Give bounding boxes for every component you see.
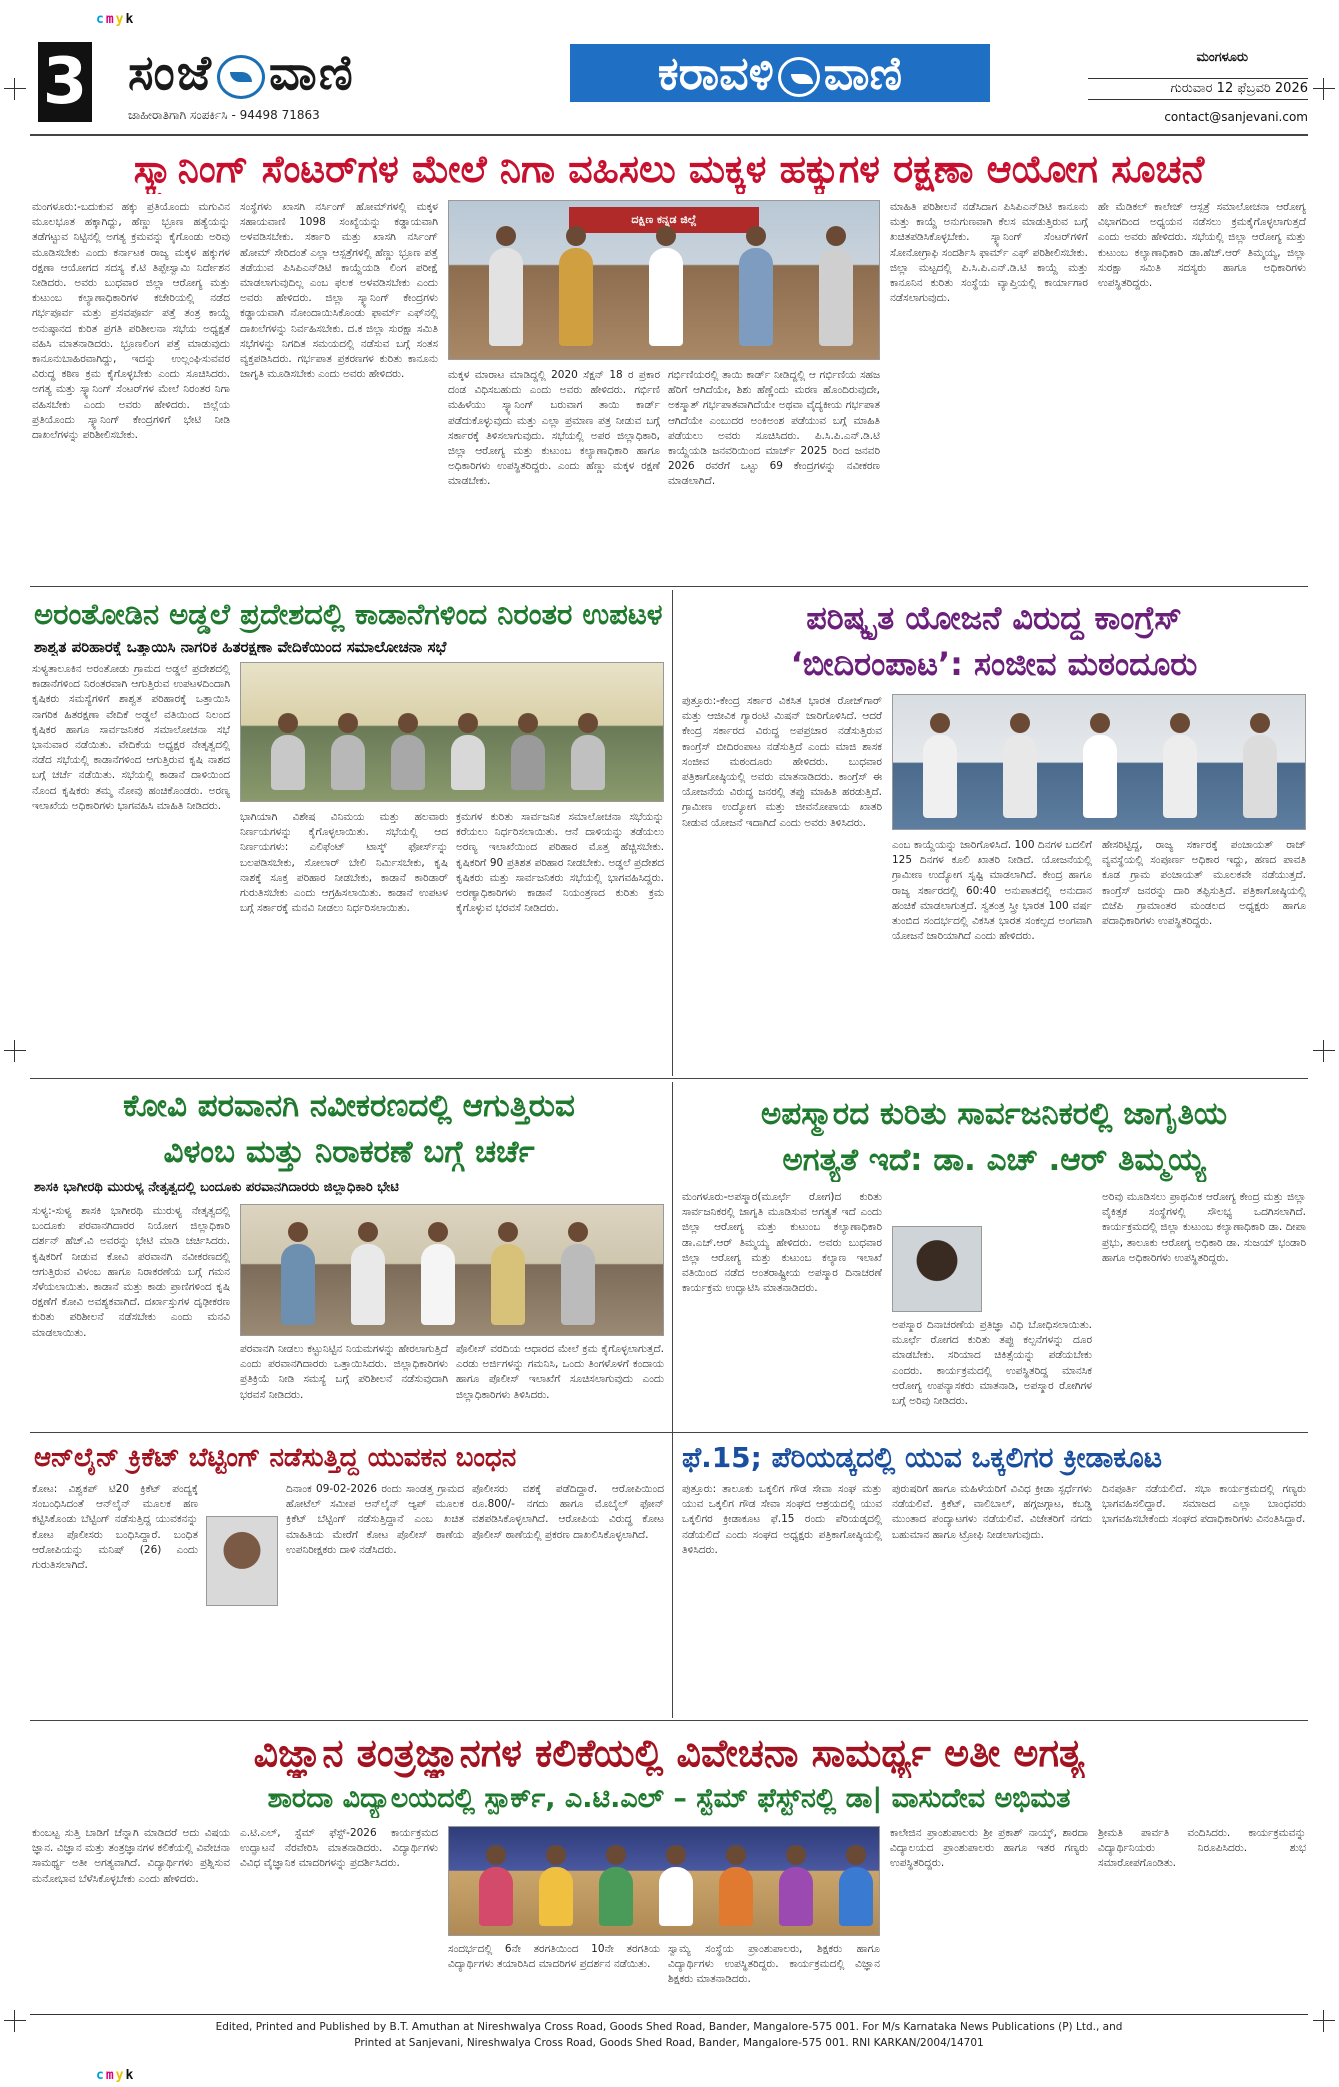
imprint-line: Edited, Printed and Published by B.T. Amuthan at Nireshwalya Cross Road, Goods Shed Road, Bander, Mangalore-575 001. For M/s Karnataka News Publications (P) Ltd., and	[215, 2021, 1123, 2033]
article-column: ಕುಂಬಟ್ಟ ಸುತ್ತಿ ಬಾಡಿಗೆ ಚೆನ್ನಾಗಿ ಮಾಡಿದರೆ ಅದು ವಿಷಯ ಜ್ಞಾನ. ವಿಜ್ಞಾನ ಮತ್ತು ತಂತ್ರಜ್ಞಾನಗಳ ಕಲಿಕೆಯಲ್ಲಿ ವಿವೇಚನಾ ಸಾಮರ್ಥ್ಯ ಅತೀ ಅಗತ್ಯವಾಗಿದೆ. ವಿದ್ಯಾರ್ಥಿಗಳು ಪ್ರಶ್ನಿಸುವ ಮನೋಭಾವ ಬೆಳೆಸಿಕೊಳ್ಳಬೇಕು ಎಂದು ಹೇಳಿದರು.	[32, 1827, 230, 1885]
article-column: ಸುಳ್ಯ:-ಸುಳ್ಯ ಶಾಸಕಿ ಭಾಗೀರಥಿ ಮುರುಳ್ಯ ನೇತೃತ್ವದಲ್ಲಿ ಬಂದೂಕು ಪರವಾನಗಿದಾರರ ನಿಯೋಗ ಜಿಲ್ಲಾಧಿಕಾರಿ ದರ್ಶನ್ ಹೆಚ್.ವಿ ಅವರನ್ನು ಭೇಟಿ ಮಾಡಿ ಚರ್ಚಿಸಿದರು. ಕೃಷಿಕರಿಗೆ ನೀಡುವ ಕೋವಿ ಪರವಾನಗಿ ನವೀಕರಣದಲ್ಲಿ ಆಗುತ್ತಿರುವ ವಿಳಂಬ ಹಾಗೂ ನಿರಾಕರಣೆಯ ಬಗ್ಗೆ ಗಮನ ಸೆಳೆಯಲಾಯಿತು. ಕಾಡಾನೆ ಮತ್ತು ಕಾಡು ಪ್ರಾಣಿಗಳಿಂದ ಕೃಷಿ ರಕ್ಷಣೆಗೆ ಕೋವಿ ಅವಶ್ಯಕವಾಗಿದೆ. ದರ್ಖಾಸ್ತುಗಳ ದೃಢೀಕರಣ ಕುರಿತು ಪರಿಶೀಲನೆ ನಡೆಸಬೇಕು ಎಂದು ಮನವಿ ಮಾಡಲಾಯಿತು.	[32, 1205, 230, 1339]
headline-wild-elephants: ಅರಂತೋಡಿನ ಅಡ್ಡಲೆ ಪ್ರದೇಶದಲ್ಲಿ ಕಾಡಾನೆಗಳಿಂದ ನಿರಂತರ ಉಪಟಳ	[34, 597, 663, 631]
article-column: ಭಾಗಿಯಾಗಿ ವಿಶೇಷ ವಿನಿಮಯ ಮತ್ತು ಹಲವಾರು ನಿರ್ಣಯಗಳನ್ನು ಕೈಗೊಳ್ಳಲಾಯಿತು. ಸಭೆಯಲ್ಲಿ ಆದ ನಿರ್ಣಯಗಳು: ಎಲಿಫೆಂಟ್ ಟಾಸ್ಕ್ ಫೋರ್ಸ್‌ನ್ನು ಬಲಪಡಿಸಬೇಕು, ಸೋಲಾರ್ ಬೇಲಿ ನಿರ್ಮಿಸಬೇಕು, ಕೃಷಿ ನಾಶಕ್ಕೆ ಸೂಕ್ತ ಪರಿಹಾರ ನೀಡಬೇಕು, ಕಾಡಾನೆ ಕಾರಿಡಾರ್ ಗುರುತಿಸಬೇಕು ಎಂದು ಆಗ್ರಹಿಸಲಾಯಿತು. ಕಾಡಾನೆ ಉಪಟಳ ಬಗ್ಗೆ ಸರ್ಕಾರಕ್ಕೆ ಮನವಿ ನೀಡಲು ನಿರ್ಧರಿಸಲಾಯಿತು.	[240, 811, 448, 915]
headline-sports-meet: ಫೆ.15; ಪೆರಿಯಡ್ಕದಲ್ಲಿ ಯುವ ಒಕ್ಕಲಿಗರ ಕ್ರೀಡಾಕೂಟ	[682, 1441, 1163, 1474]
photo-accused	[206, 1516, 278, 1606]
newspaper-page	[30, 30, 1308, 2060]
ad-contact-line: ಜಾಹೀರಾತಿಗಾಗಿ ಸಂಪರ್ಕಿಸಿ - 94498 71863	[128, 108, 320, 122]
headline-congress-protest-line2: ‘ಬೀದಿರಂಪಾಟ’: ಸಂಜೀವ ಮಠಂದೂರು	[790, 645, 1198, 683]
registration-mark	[1313, 2010, 1335, 2032]
article-column: ಸ್ವಾಮ್ಯ ಸಂಸ್ಥೆಯ ಪ್ರಾಂಶುಪಾಲರು, ಶಿಕ್ಷಕರು ಹಾಗೂ ವಿದ್ಯಾರ್ಥಿಗಳು ಉಪಸ್ಥಿತರಿದ್ದರು. ಕಾರ್ಯಕ್ರಮದಲ್ಲಿ ವಿಜ್ಞಾನ ಶಿಕ್ಷಕರು ಮಾತನಾಡಿದರು.	[668, 1943, 880, 1986]
subheadline: ಶಾಶ್ವತ ಪರಿಹಾರಕ್ಕೆ ಒತ್ತಾಯಿಸಿ ನಾಗರಿಕ ಹಿತರಕ್ಷಣಾ ವೇದಿಕೆಯಿಂದ ಸಮಾಲೋಚನಾ ಸಭೆ	[34, 638, 447, 656]
article-column: ಪುತ್ತೂರು: ತಾಲೂಕು ಒಕ್ಕಲಿಗ ಗೌಡ ಸೇವಾ ಸಂಘ ಮತ್ತು ಯುವ ಒಕ್ಕಲಿಗ ಗೌಡ ಸೇವಾ ಸಂಘದ ಆಶ್ರಯದಲ್ಲಿ ಯುವ ಒಕ್ಕಲಿಗರ ಕ್ರೀಡಾಕೂಟ ಫೆ.15 ರಂದು ಪೆರಿಯಡ್ಕದಲ್ಲಿ ನಡೆಯಲಿದೆ ಎಂದು ಸಂಘದ ಅಧ್ಯಕ್ಷರು ಪತ್ರಿಕಾಗೋಷ್ಠಿಯಲ್ಲಿ ತಿಳಿಸಿದರು.	[682, 1483, 882, 1556]
article-column: ಮಕ್ಕಳ ಮಾರಾಟ ಮಾಡಿದ್ದಲ್ಲಿ 2020 ಸೆಕ್ಷನ್ 18 ರ ಪ್ರಕಾರ ದಂಡ ವಿಧಿಸಬಹುದು ಎಂದು ಅವರು ಹೇಳಿದರು. ಗರ್ಭಿಣಿ ಮಹಿಳೆಯು ಸ್ಕ್ಯಾನಿಂಗ್ ಬರುವಾಗ ತಾಯಿ ಕಾರ್ಡ್ ಪಡೆದುಕೊಳ್ಳುವುದು ಮತ್ತು ಎಲ್ಲಾ ಪ್ರಮಾಣ ಪತ್ರ ನೀಡುವ ಬಗ್ಗೆ ಸರ್ಕಾರಕ್ಕೆ ತಿಳಿಸಲಾಗುವುದು. ಸಭೆಯಲ್ಲಿ ಅಪರ ಜಿಲ್ಲಾಧಿಕಾರಿ, ಜಿಲ್ಲಾ ಆರೋಗ್ಯ ಮತ್ತು ಕುಟುಂಬ ಕಲ್ಯಾಣಾಧಿಕಾರಿ ಹಾಗೂ ಅಧಿಕಾರಿಗಳು ಉಪಸ್ಥಿತರಿದ್ದರು. ಎಂದು ಹೆಣ್ಣು ಮಕ್ಕಳ ರಕ್ಷಣೆ ಮಾಡಬೇಕು.	[448, 369, 660, 488]
article-column: ಪರವಾನಗಿ ನೀಡಲು ಕಟ್ಟುನಿಟ್ಟಿನ ನಿಯಮಗಳನ್ನು ಹೇರಲಾಗುತ್ತಿದೆ ಎಂದು ಪರವಾನಗಿದಾರರು ಒತ್ತಾಯಿಸಿದರು. ಜಿಲ್ಲಾಧಿಕಾರಿಗಳು ಪ್ರತಿಕ್ರಿಯೆ ನೀಡಿ ಸಮಸ್ಯೆ ಬಗ್ಗೆ ಪರಿಶೀಲನೆ ನಡೆಸುವುದಾಗಿ ಭರವಸೆ ನೀಡಿದರು.	[240, 1343, 448, 1401]
headline-science-education: ವಿಜ್ಞಾನ ತಂತ್ರಜ್ಞಾನಗಳ ಕಲಿಕೆಯಲ್ಲಿ ವಿವೇಚನಾ ಸಾಮರ್ಥ್ಯ ಅತೀ ಅಗತ್ಯ	[253, 1731, 1085, 1775]
article-column: ಕ್ರಮಗಳ ಕುರಿತು ಸಾರ್ವಜನಿಕ ಸಮಾಲೋಚನಾ ಸಭೆಯನ್ನು ಕರೆಯಲು ನಿರ್ಧರಿಸಲಾಯಿತು. ಆನೆ ದಾಳಿಯನ್ನು ತಡೆಯಲು ಅರಣ್ಯ ಇಲಾಖೆಯಿಂದ ಪರಿಹಾರ ಮೊತ್ತ ಹೆಚ್ಚಿಸಬೇಕು. ಕೃಷಿಕರಿಗೆ 90 ಪ್ರತಿಶತ ಪರಿಹಾರ ನೀಡಬೇಕು. ಅಡ್ಡಲೆ ಪ್ರದೇಶದ ಕೃಷಿಕರು ಮತ್ತು ಸಾರ್ವಜನಿಕರು ಸಭೆಯಲ್ಲಿ ಭಾಗವಹಿಸಿದ್ದರು. ಅರಣ್ಯಾಧಿಕಾರಿಗಳು ಕಾಡಾನೆ ನಿಯಂತ್ರಣದ ಕುರಿತು ಕ್ರಮ ಕೈಗೊಳ್ಳುವ ಭರವಸೆ ನೀಡಿದರು.	[456, 811, 664, 915]
headline-congress-protest: ಪರಿಷ್ಕೃತ ಯೋಜನೆ ವಿರುದ್ಧ ಕಾಂಗ್ರೆಸ್	[806, 599, 1182, 637]
dove-emblem-icon	[217, 55, 265, 99]
article-column: ಕೋಟ: ವಿಶ್ವಕಪ್ ಟಿ20 ಕ್ರಿಕೆಟ್ ಪಂದ್ಯಕ್ಕೆ ಸಂಬಂಧಿಸಿದಂತೆ ಆನ್‌ಲೈನ್ ಮೂಲಕ ಹಣ ಕಟ್ಟಿಸಿಕೊಂಡು ಬೆಟ್ಟಿಂಗ್ ನಡೆಸುತ್ತಿದ್ದ ಯುವಕನನ್ನು ಕೋಟ ಪೊಲೀಸರು ಬಂಧಿಸಿದ್ದಾರೆ. ಬಂಧಿತ ಆರೋಪಿಯನ್ನು ಮನಿಷ್ (26) ಎಂದು ಗುರುತಿಸಲಾಗಿದೆ.	[32, 1483, 198, 1572]
headline-cricket-betting: ಆನ್‌ಲೈನ್ ಕ್ರಿಕೆಟ್ ಬೆಟ್ಟಿಂಗ್ ನಡೆಸುತ್ತಿದ್ದ ಯುವಕನ ಬಂಧನ	[34, 1443, 517, 1473]
photo-public-meeting	[240, 662, 664, 802]
article-column: ಕಾಲೇಜಿನ ಪ್ರಾಂಶುಪಾಲರು ಶ್ರೀ ಪ್ರಕಾಶ್ ನಾಯ್ಕ್, ಶಾರದಾ ವಿದ್ಯಾಲಯದ ಪ್ರಾಂಶುಪಾಲರು ಹಾಗೂ ಇತರ ಗಣ್ಯರು ಉಪಸ್ಥಿತರಿದ್ದರು.	[890, 1827, 1088, 1870]
article-column: ಪೊಲೀಸರು ವಶಕ್ಕೆ ಪಡೆದಿದ್ದಾರೆ. ಆರೋಪಿಯಿಂದ ರೂ.800/- ನಗದು ಹಾಗೂ ಮೊಬೈಲ್ ಫೋನ್ ವಶಪಡಿಸಿಕೊಳ್ಳಲಾಗಿದೆ. ಆರೋಪಿಯ ವಿರುದ್ಧ ಕೋಟ ಪೊಲೀಸ್ ಠಾಣೆಯಲ್ಲಿ ಪ್ರಕರಣ ದಾಖಲಿಸಿಕೊಳ್ಳಲಾಗಿದೆ.	[472, 1483, 664, 1541]
edition-date: ಗುರುವಾರ 12 ಫೆಬ್ರವರಿ 2026	[1088, 78, 1308, 100]
article-column: ಎಂಬ ಕಾಯ್ದೆಯನ್ನು ಜಾರಿಗೊಳಿಸಿದೆ. 100 ದಿನಗಳ ಬದಲಿಗೆ 125 ದಿನಗಳ ಕೂಲಿ ಖಾತರಿ ನೀಡಿದೆ. ಯೋಜನೆಯಲ್ಲಿ ಗ್ರಾಮೀಣ ಉದ್ಯೋಗ ಸೃಷ್ಟಿ ಮಾಡಲಾಗಿದೆ. ಕೇಂದ್ರ ಹಾಗೂ ರಾಜ್ಯ ಸರ್ಕಾರದಲ್ಲಿ 60:40 ಅನುಪಾತದಲ್ಲಿ ಅನುದಾನ ಹಂಚಿಕೆ ಮಾಡಲಾಗುತ್ತದೆ. ಸ್ವತಂತ್ರ ಸ್ತ್ರೀ ಭಾರತ 100 ವರ್ಷ ತುಂಬಿದ ಸಂದರ್ಭದಲ್ಲಿ ವಿಕಸಿತ ಭಾರತ ಸಂಕಲ್ಪದ ಅಂಗವಾಗಿ ಯೋಜನೆ ಜಾರಿಯಾಗಿದೆ ಎಂದು ಹೇಳಿದರು.	[892, 839, 1092, 943]
article-column: ಮಂಗಳೂರು:-ಬದುಕುವ ಹಕ್ಕು ಪ್ರತಿಯೊಂದು ಮಗುವಿನ ಮೂಲಭೂತ ಹಕ್ಕಾಗಿದ್ದು, ಹೆಣ್ಣು ಭ್ರೂಣ ಹತ್ಯೆಯನ್ನು ತಡೆಗಟ್ಟುವ ನಿಟ್ಟಿನಲ್ಲಿ ಅಗತ್ಯ ಕ್ರಮವನ್ನು ಕೈಗೊಂಡು ಅರಿವು ಮೂಡಿಸಬೇಕು ಎಂದು ಕರ್ನಾಟಕ ರಾಜ್ಯ ಮಕ್ಕಳ ಹಕ್ಕುಗಳ ರಕ್ಷಣಾ ಆಯೋಗದ ಸದಸ್ಯ ಕೆ.ಟಿ ತಿಪ್ಪೇಸ್ವಾಮಿ ನಿರ್ದೇಶನ ನೀಡಿದರು. ಅವರು ಬುಧವಾರ ಜಿಲ್ಲಾ ಆರೋಗ್ಯ ಮತ್ತು ಕುಟುಂಬ ಕಲ್ಯಾಣಾಧಿಕಾರಿಗಳ ಕಚೇರಿಯಲ್ಲಿ ನಡೆದ ಗರ್ಭಪೂರ್ವ ಮತ್ತು ಪ್ರಸವಪೂರ್ವ ಪತ್ತೆ ತಂತ್ರ ಕಾಯ್ದೆ ಅನುಷ್ಠಾನದ ಕುರಿತ ಪ್ರಗತಿ ಪರಿಶೀಲನಾ ಸಭೆಯ ಅಧ್ಯಕ್ಷತೆ ವಹಿಸಿ ಮಾತನಾಡಿದರು. ಭ್ರೂಣಲಿಂಗ ಪತ್ತೆ ಮಾಡುವುದು ಕಾನೂನುಬಾಹಿರವಾಗಿದ್ದು, ಇದನ್ನು ಉಲ್ಲಂಘಿಸುವವರ ವಿರುದ್ಧ ಕಠಿಣ ಕ್ರಮ ಕೈಗೊಳ್ಳಬೇಕು ಎಂದು ಸೂಚಿಸಿದರು. ಅಗತ್ಯ ಮತ್ತು ಸ್ಕ್ಯಾನಿಂಗ್ ಸೆಂಟರ್‌ಗಳ ಮೇಲೆ ನಿರಂತರ ನಿಗಾ ವಹಿಸಬೇಕು ಎಂದು ಅವರು ಹೇಳಿದರು. ಜಿಲ್ಲೆಯ ಪ್ರತಿಯೊಂದು ಸ್ಕ್ಯಾನಿಂಗ್ ಕೇಂದ್ರಗಳಿಗೆ ಭೇಟಿ ನೀಡಿ ದಾಖಲೆಗಳನ್ನು ಪರಿಶೀಲಿಸಬೇಕು.	[32, 201, 230, 442]
cmyk-strip-top: cmyk	[96, 12, 136, 27]
dove-emblem-icon	[778, 57, 820, 97]
edition-city: ಮಂಗಳೂರು	[1196, 50, 1248, 65]
headline-gun-licence-line2: ವಿಳಂಬ ಮತ್ತು ನಿರಾಕರಣೆ ಬಗ್ಗೆ ಚರ್ಚೆ	[163, 1134, 535, 1170]
article-column: ಮಂಗಳೂರು-ಅಪಸ್ಮಾರ(ಮೂರ್ಛೆ ರೋಗ)ದ ಕುರಿತು ಸಾರ್ವಜನಿಕರಲ್ಲಿ ಜಾಗೃತಿ ಮೂಡಿಸುವ ಅಗತ್ಯತೆ ಇದೆ ಎಂದು ಜಿಲ್ಲಾ ಆರೋಗ್ಯ ಮತ್ತು ಕುಟುಂಬ ಕಲ್ಯಾಣಾಧಿಕಾರಿ ಡಾ.ಎಚ್.ಆರ್ ತಿಮ್ಮಯ್ಯ ಹೇಳಿದರು. ಅವರು ಬುಧವಾರ ಜಿಲ್ಲಾ ಆರೋಗ್ಯ ಮತ್ತು ಕುಟುಂಬ ಕಲ್ಯಾಣ ಇಲಾಖೆ ವತಿಯಿಂದ ನಡೆದ ಅಂತರಾಷ್ಟ್ರೀಯ ಅಪಸ್ಮಾರ ದಿನಾಚರಣೆ ಕಾರ್ಯಕ್ರಮ ಉದ್ಘಾಟಿಸಿ ಮಾತನಾಡಿದರು.	[682, 1191, 882, 1295]
imprint-line: Printed at Sanjevani, Nireshwalya Cross Road, Goods Shed Road, Bander, Mangalore-575 001. RNI KARKAN/2004/14701	[354, 2037, 984, 2049]
article-column: ಮಾಹಿತಿ ಪರಿಶೀಲನೆ ನಡೆಸಿದಾಗ ಪಿಸಿಪಿಎನ್‌ಡಿಟಿ ಕಾನೂನು ಮತ್ತು ಕಾಯ್ದೆ ಅನುಗುಣವಾಗಿ ಕೆಲಸ ಮಾಡುತ್ತಿರುವ ಬಗ್ಗೆ ಖಚಿತಪಡಿಸಿಕೊಳ್ಳಬೇಕು. ಸ್ಕ್ಯಾನಿಂಗ್ ಸೆಂಟರ್‌ಗಳಿಗೆ ಸೋನೋಗ್ರಾಫಿ ಸಂದರ್ಶಿಸಿ ಫಾರ್ಮ್ ಎಫ್ ಪರಿಶೀಲಿಸಬೇಕು. ಜಿಲ್ಲಾ ಮಟ್ಟದಲ್ಲಿ ಪಿ.ಸಿ.ಪಿ.ಎನ್.ಡಿ.ಟಿ ಕಾಯ್ದೆ ಮತ್ತು ಕಾನೂನಿನ ಕುರಿತು ಸಂಸ್ಥೆಯ ವ್ಯಾಪ್ತಿಯಲ್ಲಿ ಕಾರ್ಯಾಗಾರ ನಡೆಸಲಾಗುವುದು.	[890, 201, 1088, 305]
registration-mark	[1313, 1040, 1335, 1062]
photo-press-meet	[892, 694, 1306, 830]
sanjevani-logo: ಸಂಜೆ ವಾಣಿ	[128, 45, 355, 101]
article-column: ಪುರುಷರಿಗೆ ಹಾಗೂ ಮಹಿಳೆಯರಿಗೆ ವಿವಿಧ ಕ್ರೀಡಾ ಸ್ಪರ್ಧೆಗಳು ನಡೆಯಲಿವೆ. ಕ್ರಿಕೆಟ್, ವಾಲಿಬಾಲ್, ಹಗ್ಗಜಗ್ಗಾಟ, ಕಬಡ್ಡಿ ಮುಂತಾದ ಪಂದ್ಯಾಟಗಳು ನಡೆಯಲಿವೆ. ವಿಜೇತರಿಗೆ ನಗದು ಬಹುಮಾನ ಹಾಗೂ ಟ್ರೋಫಿ ನೀಡಲಾಗುವುದು.	[892, 1483, 1092, 1541]
article-column: ಎ.ಟಿ.ಎಲ್, ಸ್ಟೆಮ್ ಫೆಸ್ಟ್-2026 ಕಾರ್ಯಕ್ರಮದ ಉದ್ಘಾಟನೆ ನೆರವೇರಿಸಿ ಮಾತನಾಡಿದರು. ವಿದ್ಯಾರ್ಥಿಗಳು ವಿವಿಧ ವೈಜ್ಞಾನಿಕ ಮಾದರಿಗಳನ್ನು ಪ್ರದರ್ಶಿಸಿದರು.	[240, 1827, 438, 1870]
photo-banner: ದಕ್ಷಿಣ ಕನ್ನಡ ಜಿಲ್ಲೆ	[569, 207, 758, 233]
divider	[30, 586, 1308, 587]
headline-epilepsy-awareness-line2: ಅಗತ್ಯತೆ ಇದೆ: ಡಾ. ಎಚ್ .ಆರ್ ತಿಮ್ಮಯ್ಯ	[782, 1142, 1206, 1178]
photo-dc-meeting	[240, 1204, 664, 1336]
registration-mark	[1313, 78, 1335, 100]
article-column: ಶ್ರೀಮತಿ ಪಾರ್ವತಿ ವಂದಿಸಿದರು. ಕಾರ್ಯಕ್ರಮವನ್ನು ವಿದ್ಯಾರ್ಥಿನಿಯರು ನಿರೂಪಿಸಿದರು. ಶುಭ ಸಮಾರೋಪಗೊಂಡಿತು.	[1098, 1827, 1306, 1870]
divider	[30, 134, 1308, 136]
photo-stem-fest-stage	[448, 1826, 880, 1936]
imprint-footer	[30, 2014, 1308, 2051]
subheadline: ಶಾಸಕಿ ಭಾಗೀರಥಿ ಮುರುಳ್ಯ ನೇತೃತ್ವದಲ್ಲಿ ಬಂದೂಕು ಪರವಾನಗಿದಾರರು ಜಿಲ್ಲಾಧಿಕಾರಿ ಭೇಟಿ	[34, 1180, 399, 1195]
article-column: ದಿನಪೂರ್ತಿ ನಡೆಯಲಿದೆ. ಸಭಾ ಕಾರ್ಯಕ್ರಮದಲ್ಲಿ ಗಣ್ಯರು ಭಾಗವಹಿಸಲಿದ್ದಾರೆ. ಸಮಾಜದ ಎಲ್ಲಾ ಬಾಂಧವರು ಭಾಗವಹಿಸಬೇಕೆಂದು ಸಂಘದ ಪದಾಧಿಕಾರಿಗಳು ವಿನಂತಿಸಿದ್ದಾರೆ.	[1102, 1483, 1306, 1526]
masthead	[30, 36, 1308, 128]
page-number: 3	[38, 42, 92, 122]
divider	[30, 1432, 1308, 1433]
column-divider	[672, 590, 673, 1076]
divider	[30, 1078, 1308, 1079]
column-divider	[672, 1082, 673, 1718]
article-column: ಸಂದರ್ಭದಲ್ಲಿ 6ನೇ ತರಗತಿಯಿಂದ 10ನೇ ತರಗತಿಯ ವಿದ್ಯಾರ್ಥಿಗಳು ತಯಾರಿಸಿದ ಮಾದರಿಗಳ ಪ್ರದರ್ಶನ ನಡೆಯಿತು.	[448, 1943, 660, 1971]
photo-review-meeting	[448, 200, 880, 360]
registration-mark	[4, 2010, 26, 2032]
article-column: ಅಪಸ್ಮಾರ ದಿನಾಚರಣೆಯ ಪ್ರತಿಜ್ಞಾ ವಿಧಿ ಬೋಧಿಸಲಾಯಿತು. ಮೂರ್ಛೆ ರೋಗದ ಕುರಿತು ತಪ್ಪು ಕಲ್ಪನೆಗಳನ್ನು ದೂರ ಮಾಡಬೇಕು. ಸರಿಯಾದ ಚಿಕಿತ್ಸೆಯನ್ನು ಪಡೆಯಬೇಕು ಎಂದರು. ಕಾರ್ಯಕ್ರಮದಲ್ಲಿ ಉಪಸ್ಥಿತರಿದ್ದ ಮಾನಸಿಕ ಆರೋಗ್ಯ ಉಪನ್ಯಾಸಕರು ಮಾತನಾಡಿ, ಅಪಸ್ಮಾರ ರೋಗಿಗಳ ಬಗ್ಗೆ ಅರಿವು ನೀಡಿದರು.	[892, 1319, 1092, 1408]
article-column: ಅರಿವು ಮೂಡಿಸಲು ಪ್ರಾಥಮಿಕ ಆರೋಗ್ಯ ಕೇಂದ್ರ ಮತ್ತು ಜಿಲ್ಲಾ ವೈಕಿತ್ಸಕ ಸಂಸ್ಥೆಗಳಲ್ಲಿ ಸೌಲಭ್ಯ ಒದಗಿಸಲಾಗಿದೆ. ಕಾರ್ಯಕ್ರಮದಲ್ಲಿ ಜಿಲ್ಲಾ ಕುಟುಂಬ ಕಲ್ಯಾಣಾಧಿಕಾರಿ ಡಾ. ದೀಪಾ ಪ್ರಭು, ತಾಲೂಕು ಆರೋಗ್ಯ ಅಧಿಕಾರಿ ಡಾ. ಸುಜಯ್ ಭಂಡಾರಿ ಹಾಗೂ ಅಧಿಕಾರಿಗಳು ಉಪಸ್ಥಿತರಿದ್ದರು.	[1102, 1191, 1306, 1264]
headline-gun-licence: ಕೋವಿ ಪರವಾನಗಿ ನವೀಕರಣದಲ್ಲಿ ಆಗುತ್ತಿರುವ	[123, 1088, 575, 1124]
headline-scanning-centres: ಸ್ಕ್ಯಾನಿಂಗ್ ಸೆಂಟರ್‌ಗಳ ಮೇಲೆ ನಿಗಾ ವಹಿಸಲು ಮಕ್ಕಳ ಹಕ್ಕುಗಳ ರಕ್ಷಣಾ ಆಯೋಗ ಸೂಚನೆ	[133, 147, 1205, 191]
subheadline-stem-fest: ಶಾರದಾ ವಿದ್ಯಾಲಯದಲ್ಲಿ ಸ್ಪಾರ್ಕ್, ಎ.ಟಿ.ಎಲ್ – ಸ್ಟೆಮ್ ಫೆಸ್ಟ್‌ನಲ್ಲಿ ಡಾ| ವಾಸುದೇವ ಅಭಿಮತ	[267, 1783, 1071, 1814]
article-column: ಸುಳ್ಯತಾಲೂಕಿನ ಅರಂತೋಡು ಗ್ರಾಮದ ಅಡ್ಡಲೆ ಪ್ರದೇಶದಲ್ಲಿ ಕಾಡಾನೆಗಳಿಂದ ನಿರಂತರವಾಗಿ ಆಗುತ್ತಿರುವ ಉಪಟಳದಿಂದಾಗಿ ಕೃಷಿಕರು ಸಮಸ್ಯೆಗಳಿಗೆ ಶಾಶ್ವತ ಪರಿಹಾರಕ್ಕೆ ಒತ್ತಾಯಿಸಿ ನಾಗರಿಕ ಹಿತರಕ್ಷಣಾ ವೇದಿಕೆ ಅಡ್ಡಲೆ ವತಿಯಿಂದ ನಿಲಂದ ಕೃಷಿಕರ ಹಾಗೂ ಸಾರ್ವಜನಿಕರ ಸಮಾಲೋಚನಾ ಸಭೆ ಭಾನುವಾರ ನಡೆಯಿತು. ವೇದಿಕೆಯ ಅಧ್ಯಕ್ಷರ ನೇತೃತ್ವದಲ್ಲಿ ನಡೆದ ಸಭೆಯಲ್ಲಿ ಕಾಡಾನೆಗಳಿಂದ ಆಗುತ್ತಿರುವ ಕೃಷಿ ನಾಶದ ಬಗ್ಗೆ ಚರ್ಚೆ ನಡೆಯಿತು. ಸಭೆಯಲ್ಲಿ ಕಾಡಾನೆ ದಾಳಿಯಿಂದ ನೊಂದ ಕೃಷಿಕರು ತಮ್ಮ ನೋವು ಹಂಚಿಕೊಂಡರು. ಅರಣ್ಯ ಇಲಾಖೆಯ ಅಧಿಕಾರಿಗಳು ಭಾಗವಹಿಸಿ ಮಾಹಿತಿ ನೀಡಿದರು.	[32, 663, 230, 812]
article-column: ಗರ್ಭಿಣಿಯರಲ್ಲಿ ತಾಯಿ ಕಾರ್ಡ್ ನೀಡಿದ್ದಲ್ಲಿ ಆ ಗರ್ಭಿಣಿಯ ಸಹಜ ಹೆರಿಗೆ ಆಗಿದೆಯೇ, ಶಿಶು ಹೆಣ್ಣೆಂದು ಮರಣ ಹೊಂದಿರುವುದೇ, ಅಕಸ್ಮಾತ್ ಗರ್ಭಪಾತವಾಗಿದೆಯೇ ಅಥವಾ ವೈದ್ಯಕೀಯ ಗರ್ಭಪಾತ ಆಗಿದೆಯೇ ಎಂಬುದರ ಅಂಕಿಅಂಶ ಪಡೆಯುವ ಬಗ್ಗೆ ಮಾಹಿತಿ ಪಡೆಯಲು ಅವರು ಸೂಚಿಸಿದರು. ಪಿ.ಸಿ.ಪಿ.ಎನ್.ಡಿ.ಟಿ ಕಾಯ್ದೆಯಡಿ ಜನವರಿಯಿಂದ ಮಾರ್ಚ್ 2025 ರಿಂದ ಜನವರಿ 2026 ರವರೆಗೆ ಒಟ್ಟು 69 ಕೇಂದ್ರಗಳನ್ನು ನವೀಕರಣ ಮಾಡಲಾಗಿದೆ.	[668, 369, 880, 488]
article-column: ದಿನಾಂಕ 09-02-2026 ರಂದು ಸಾಂಡತ್ತ ಗ್ರಾಮದ ಹೋಟೆಲ್ ಸಮೀಪ ಆನ್‌ಲೈನ್ ಆ್ಯಪ್ ಮೂಲಕ ಕ್ರಿಕೆಟ್ ಬೆಟ್ಟಿಂಗ್ ನಡೆಸುತ್ತಿದ್ದಾನೆ ಎಂಬ ಖಚಿತ ಮಾಹಿತಿಯ ಮೇರೆಗೆ ಕೋಟ ಪೊಲೀಸ್ ಠಾಣೆಯ ಉಪನಿರೀಕ್ಷಕರು ದಾಳಿ ನಡೆಸಿದರು.	[286, 1483, 464, 1556]
cmyk-strip-bottom: cmyk	[96, 2068, 136, 2083]
article-column: ಪುತ್ತೂರು:-ಕೇಂದ್ರ ಸರ್ಕಾರ ವಿಕಸಿತ ಭಾರತ ರೋಜ್‌ಗಾರ್ ಮತ್ತು ಆಜೀವಿಕ ಗ್ಯಾರಂಟಿ ಮಿಷನ್ ಜಾರಿಗೊಳಿಸಿದೆ. ಆದರೆ ಕೇಂದ್ರ ಸರ್ಕಾರದ ವಿರುದ್ಧ ಅಪಪ್ರಚಾರ ನಡೆಸುತ್ತಿರುವ ಕಾಂಗ್ರೆಸ್ ಬೀದಿರಂಪಾಟ ನಡೆಸುತ್ತಿದೆ ಎಂದು ಮಾಜಿ ಶಾಸಕ ಸಂಜೀವ ಮಠಂದೂರು ಹೇಳಿದರು. ಬುಧವಾರ ಪತ್ರಿಕಾಗೋಷ್ಠಿಯಲ್ಲಿ ಅವರು ಮಾತನಾಡಿದರು. ಕಾಂಗ್ರೆಸ್ ಈ ಯೋಜನೆಯ ವಿರುದ್ಧ ಜನರಲ್ಲಿ ತಪ್ಪು ಮಾಹಿತಿ ಹರಡುತ್ತಿದೆ. ಗ್ರಾಮೀಣ ಉದ್ಯೋಗ ಮತ್ತು ಜೀವನೋಪಾಯ ಖಾತರಿ ನೀಡುವ ಯೋಜನೆ ಇದಾಗಿದೆ ಎಂದು ಅವರು ತಿಳಿಸಿದರು.	[682, 695, 882, 829]
karavali-vani-logo: ಕರಾವಳಿ ವಾಣಿ	[570, 44, 990, 102]
contact-email: contact@sanjevani.com	[1164, 110, 1308, 124]
article-column: ಸಂಸ್ಥೆಗಳು ಖಾಸಗಿ ನರ್ಸಿಂಗ್ ಹೋಮ್‌ಗಳಲ್ಲಿ ಮಕ್ಕಳ ಸಹಾಯವಾಣಿ 1098 ಸಂಖ್ಯೆಯನ್ನು ಕಡ್ಡಾಯವಾಗಿ ಅಳವಡಿಸಬೇಕು. ಸರ್ಕಾರಿ ಮತ್ತು ಖಾಸಗಿ ನರ್ಸಿಂಗ್ ಹೋಮ್ ಸೇರಿದಂತೆ ಎಲ್ಲಾ ಆಸ್ಪತ್ರೆಗಳಲ್ಲಿ ಹೆಣ್ಣು ಭ್ರೂಣ ಪತ್ತೆ ತಡೆಯುವ ಪಿಸಿಪಿಎನ್‌ಡಿಟಿ ಕಾಯ್ದೆಯಡಿ ಲಿಂಗ ಪರೀಕ್ಷೆ ಮಾಡಲಾಗುವುದಿಲ್ಲ ಎಂಬ ಫಲಕ ಅಳವಡಿಸಬೇಕು ಎಂದು ಅವರು ಹೇಳಿದರು. ಜಿಲ್ಲಾ ಸ್ಕ್ಯಾನಿಂಗ್ ಕೇಂದ್ರಗಳು ಕಡ್ಡಾಯವಾಗಿ ನೋಂದಾಯಿಸಿಕೊಂಡು ಫಾರ್ಮ್ ಎಫ್‌ನಲ್ಲಿ ದಾಖಲೆಗಳನ್ನು ನಿರ್ವಹಿಸಬೇಕು. ದ.ಕ ಜಿಲ್ಲಾ ಸುರಕ್ಷಾ ಸಮಿತಿ ಸಭೆಗಳನ್ನು ನಿಗದಿತ ಸಮಯದಲ್ಲಿ ನಡೆಸುವ ಬಗ್ಗೆ ಸಂತಸ ವ್ಯಕ್ತಪಡಿಸಿದರು. ಗರ್ಭಪಾತ ಪ್ರಕರಣಗಳ ಕುರಿತು ಕಾನೂನು ಜಾಗೃತಿ ಮೂಡಿಸಬೇಕು ಎಂದು ಅವರು ಹೇಳಿದರು.	[240, 201, 438, 381]
article-column: ಪೊಲೀಸ್ ವರದಿಯ ಆಧಾರದ ಮೇಲೆ ಕ್ರಮ ಕೈಗೊಳ್ಳಲಾಗುತ್ತದೆ. ಎರಡು ಅರ್ಜಿಗಳನ್ನು ಗಮನಿಸಿ, ಒಂದು ತಿಂಗಳೊಳಗೆ ಕಂದಾಯ ಹಾಗೂ ಪೊಲೀಸ್ ಇಲಾಖೆಗೆ ಸೂಚಿಸಲಾಗುವುದು ಎಂದು ಜಿಲ್ಲಾಧಿಕಾರಿಗಳು ತಿಳಿಸಿದರು.	[456, 1343, 664, 1401]
registration-mark	[4, 78, 26, 100]
headline-epilepsy-awareness: ಅಪಸ್ಮಾರದ ಕುರಿತು ಸಾರ್ವಜನಿಕರಲ್ಲಿ ಜಾಗೃತಿಯ	[760, 1096, 1228, 1132]
divider	[30, 1720, 1308, 1721]
registration-mark	[4, 1040, 26, 1062]
article-column: ಹೇ ಮೆಡಿಕಲ್ ಕಾಲೇಜ್ ಆಸ್ಪತ್ರೆ ಸಮಾಲೋಚನಾ ಆರೋಗ್ಯ ವಿಭಾಗದಿಂದ ಅಧ್ಯಯನ ನಡೆಸಲು ಕ್ರಮಕೈಗೊಳ್ಳಲಾಗುತ್ತದೆ ಎಂದು ಅವರು ಹೇಳಿದರು. ಸಭೆಯಲ್ಲಿ ಜಿಲ್ಲಾ ಆರೋಗ್ಯ ಮತ್ತು ಕುಟುಂಬ ಕಲ್ಯಾಣಾಧಿಕಾರಿ ಡಾ.ಹೆಚ್.ಆರ್ ತಿಮ್ಮಯ್ಯ, ಜಿಲ್ಲಾ ಸುರಕ್ಷಾ ಸಮಿತಿ ಸದಸ್ಯರು ಹಾಗೂ ಅಧಿಕಾರಿಗಳು ಉಪಸ್ಥಿತರಿದ್ದರು.	[1098, 201, 1306, 290]
article-column: ಹೇಸರಿಟ್ಟಿದ್ದ, ರಾಜ್ಯ ಸರ್ಕಾರಕ್ಕೆ ಪಂಚಾಯತ್ ರಾಜ್ ವ್ಯವಸ್ಥೆಯಲ್ಲಿ ಸಂಪೂರ್ಣ ಅಧಿಕಾರ ಇದ್ದು, ಹಣದ ಪಾವತಿ ಕೂಡ ಗ್ರಾಮ ಪಂಚಾಯತ್ ಮೂಲಕವೇ ನಡೆಯುತ್ತದೆ. ಕಾಂಗ್ರೆಸ್ ಜನರನ್ನು ದಾರಿ ತಪ್ಪಿಸುತ್ತಿದೆ. ಪತ್ರಿಕಾಗೋಷ್ಠಿಯಲ್ಲಿ ಬಿಜೆಪಿ ಗ್ರಾಮಾಂತರ ಮಂಡಲದ ಅಧ್ಯಕ್ಷರು ಹಾಗೂ ಪದಾಧಿಕಾರಿಗಳು ಉಪಸ್ಥಿತರಿದ್ದರು.	[1102, 839, 1306, 928]
